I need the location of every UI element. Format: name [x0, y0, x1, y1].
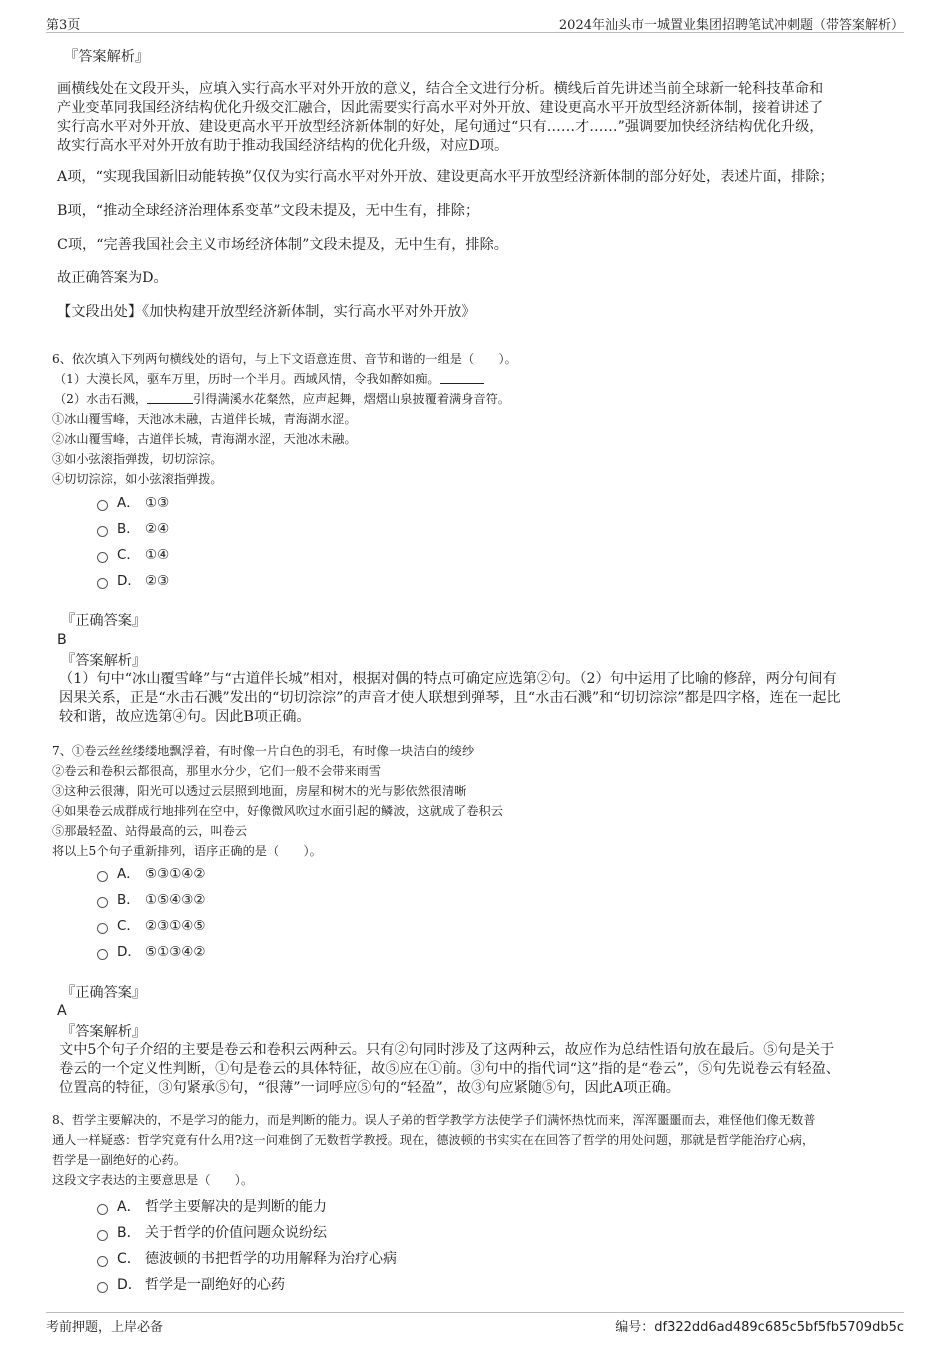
q6-option-b[interactable]: B． ②④ [97, 519, 169, 539]
q6-item: ②冰山覆雪峰，古道伴长城，青海湖水涩，天池冰未融。 [52, 432, 357, 446]
radio-icon[interactable] [97, 526, 108, 537]
radio-icon[interactable] [97, 923, 108, 934]
radio-icon[interactable] [97, 897, 108, 908]
q7-item: ④如果卷云成群成行地排列在空中，好像微风吹过水面引起的鳞波，这就成了卷积云 [52, 804, 503, 818]
q7-option-c[interactable]: C． ②③①④⑤ [97, 916, 206, 936]
q6-correct-answer: B [57, 632, 67, 648]
q7-item: ③这种云很薄，阳光可以透过云层照到地面，房屋和树木的光与影依然很清晰 [52, 784, 467, 798]
q6-option-c[interactable]: C． ①④ [97, 545, 169, 565]
q7-item: 7、①卷云丝丝缕缕地飘浮着，有时像一片白色的羽毛，有时像一块洁白的绫纱 [52, 744, 475, 758]
q7-analysis-heading: 『答案解析』 [61, 1024, 147, 1040]
q7-option-a[interactable]: A． ⑤③①④② [97, 864, 206, 884]
q6-option-a[interactable]: A． ①③ [97, 493, 169, 513]
answer-blank [147, 391, 193, 404]
q7-analysis [59, 1041, 840, 1098]
document-code: 编号：df322dd6ad489c685c5bf5fb5709db5c [615, 1320, 904, 1335]
text-line: 故实行高水平对外开放有助于推动我国经济结构的优化升级，对应D项。 [57, 138, 509, 154]
q5-conclusion: 故正确答案为D。 [57, 270, 168, 286]
radio-icon[interactable] [97, 949, 108, 960]
text-line: （1）句中“冰山覆雪峰”与“古道伴长城”相对，根据对偶的特点可确定应选第②句。（2）句中运用了比喻的修辞，两分句间有 [59, 671, 837, 687]
q5-option-b-analysis: B项，“推动全球经济治理体系变革”文段未提及，无中生有，排除； [57, 203, 480, 219]
q6-analysis-heading: 『答案解析』 [61, 653, 147, 669]
radio-icon[interactable] [97, 1230, 108, 1241]
radio-icon[interactable] [97, 1256, 108, 1267]
document-title: 2024年汕头市一城置业集团招聘笔试冲刺题（带答案解析） [558, 18, 904, 33]
q5-analysis-heading: 『答案解析』 [64, 49, 150, 65]
q6-correct-heading: 『正确答案』 [61, 613, 147, 629]
q6-option-d[interactable]: D． ②③ [97, 571, 169, 591]
radio-icon[interactable] [97, 1204, 108, 1215]
q7-option-b[interactable]: B． ①⑤④③② [97, 890, 206, 910]
q6-sentence-2: （2）水击石溅， 引得满溪水花粲然，应声起舞，熠熠山泉披覆着满身音符。 [54, 392, 510, 406]
text-line: 文中5个句子介绍的主要是卷云和卷积云两种云。只有②句同时涉及了这两种云，故应作为总结性语句放在最后。⑤句是关于 [59, 1042, 835, 1058]
q6-item: ③如小弦滚指弹拨，切切淙淙。 [52, 452, 223, 466]
q8-option-d[interactable]: D． 哲学是一副绝好的心药 [97, 1275, 285, 1295]
q6-item: ①冰山覆雪峰，天池冰未融，古道伴长城，青海湖水涩。 [52, 412, 357, 426]
q8-option-b[interactable]: B． 关于哲学的价值问题众说纷纭 [97, 1223, 327, 1243]
q6-analysis [59, 670, 841, 727]
text-line: 画横线处在文段开头，应填入实行高水平对外开放的意义，结合全文进行分析。横线后首先讲述当前全球新一轮科技革命和 [57, 81, 824, 97]
q8-stem [52, 1110, 815, 1190]
q5-option-c-analysis: C项，“完善我国社会主义市场经济体制”文段未提及，无中生有，排除。 [57, 237, 508, 253]
q8-option-a[interactable]: A． 哲学主要解决的是判断的能力 [97, 1197, 327, 1217]
radio-icon[interactable] [97, 871, 108, 882]
q6-stem: 6、依次填入下列两句横线处的语句，与上下文语意连贯、音节和谐的一组是（ ）。 [52, 352, 517, 366]
page-number: 第3页 [46, 18, 81, 33]
q7-correct-heading: 『正确答案』 [61, 985, 147, 1001]
q8-option-c[interactable]: C． 德波顿的书把哲学的功用解释为治疗心病 [97, 1249, 397, 1269]
footer-slogan: 考前押题，上岸必备 [46, 1320, 164, 1335]
q6-sentence-1: （1）大漠长风，驱车万里，历时一个半月。西域风情，令我如醉如痴。 [54, 369, 484, 389]
text-line: 哲学是一副绝好的心药。 [52, 1153, 187, 1167]
q7-item: ⑤那最轻盈、站得最高的云，叫卷云 [52, 824, 247, 838]
q6-item: ④切切淙淙，如小弦滚指弹拨。 [52, 472, 223, 486]
text-line: 产业变革同我国经济结构优化升级交汇融合，因此需要实行高水平对外开放、建设更高水平开放型经济新体制，接着讲述了 [57, 100, 824, 116]
q5-source: 【文段出处】《加快构建开放型经济新体制，实行高水平对外开放》 [57, 304, 476, 320]
q7-item: ②卷云和卷积云都很高，那里水分少，它们一般不会带来雨雪 [52, 764, 382, 778]
q5-analysis-paragraph [57, 80, 823, 156]
page-header [46, 12, 904, 33]
q7-stem: 将以上5个句子重新排列，语序正确的是（ ）。 [52, 844, 322, 858]
radio-icon[interactable] [97, 1282, 108, 1293]
q7-correct-answer: A [57, 1003, 67, 1019]
text-line: 实行高水平对外开放、建设更高水平开放型经济新体制的好处，尾句通过“只有……才……”强调要加快经济结构优化升级， [57, 119, 824, 135]
text-line: 8、哲学主要解决的，不是学习的能力，而是判断的能力。误人子弟的哲学教学方法使学子们满怀热忱而来，浑浑噩噩而去，难怪他们像无数普 [52, 1113, 816, 1127]
text-line: 通人一样疑惑：哲学究竟有什么用?这一问难倒了无数哲学教授。现在，德波顿的书实实在在回答了哲学的用处问题，那就是哲学能治疗心病， [52, 1133, 815, 1147]
answer-blank [440, 371, 484, 384]
radio-icon[interactable] [97, 500, 108, 511]
q7-option-d[interactable]: D． ⑤①③④② [97, 942, 206, 962]
q5-option-a-analysis: A项，“实现我国新旧动能转换”仅仅为实行高水平对外开放、建设更高水平开放型经济新体制的部分好处，表述片面，排除； [57, 169, 834, 185]
text-line: 这段文字表达的主要意思是（ ）。 [52, 1173, 254, 1187]
text-line: 位置高的特征，③句紧承⑤句，“很薄”一词呼应⑤句的“轻盈”，故③句应紧随⑤句，因此A项正确。 [59, 1080, 680, 1096]
text-line: 卷云的一个定义性判断，①句是卷云的具体特征，故⑤应在①前。③句中的指代词“这”指的是“卷云”，⑤句先说卷云有轻盈、 [59, 1061, 840, 1077]
radio-icon[interactable] [97, 578, 108, 589]
text-line: 因果关系，正是“水击石溅”发出的“切切淙淙”的声音才使人联想到弹琴，且“水击石溅”和“切切淙淙”都是四字格，连在一起比 [59, 690, 841, 706]
radio-icon[interactable] [97, 552, 108, 563]
page-footer [46, 1312, 904, 1335]
text-line: 较和谐，故应选第④句。因此B项正确。 [59, 709, 311, 725]
